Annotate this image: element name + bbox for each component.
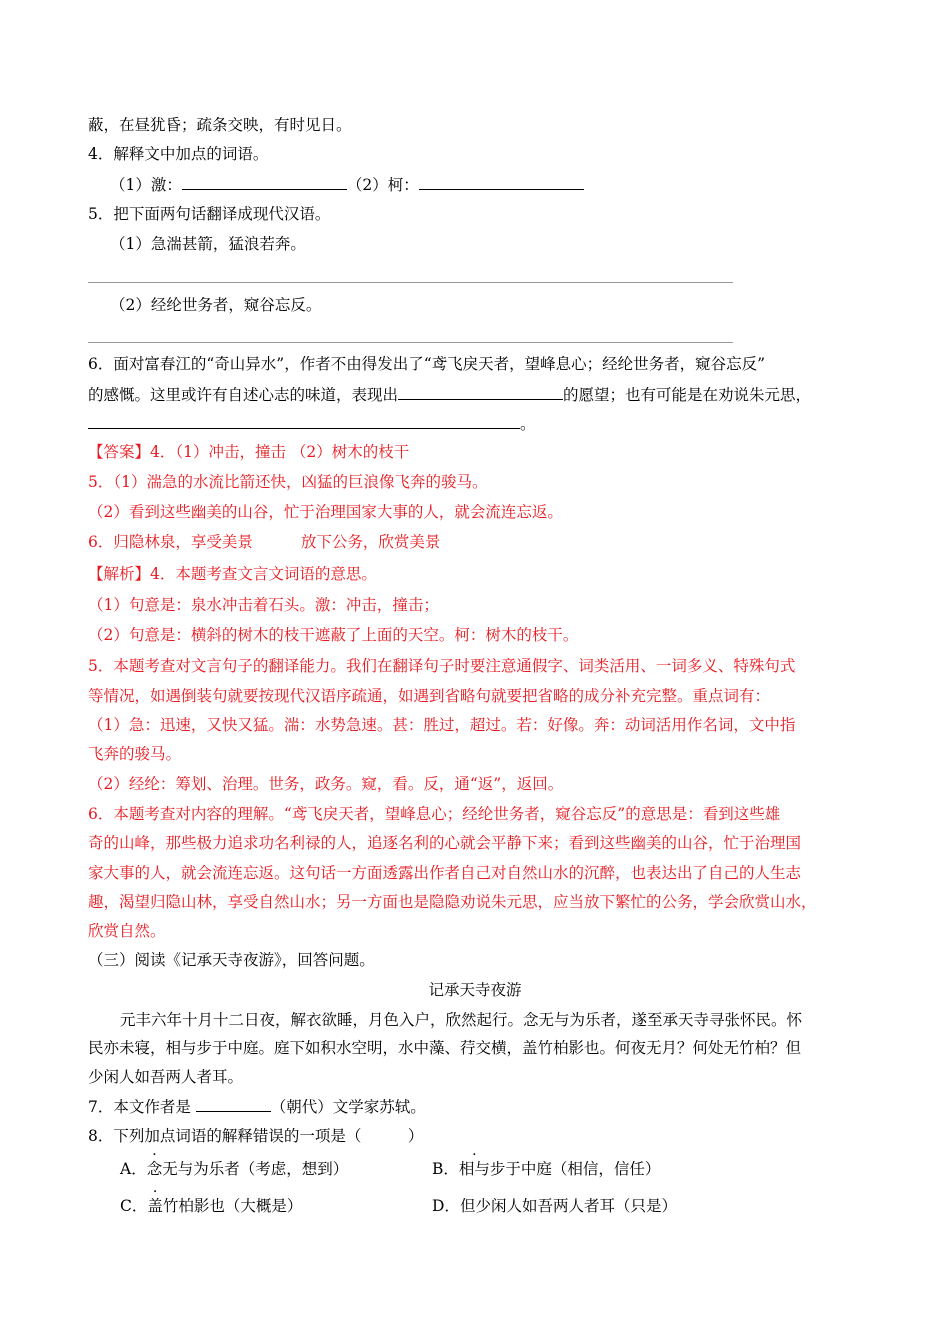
option-a-label: A． [120, 1160, 147, 1178]
analysis-line-11: 家大事的人，就会流连忘返。这句话一方面透露出作者自己对自然山水的沉醉，也表达出了自己的人生志 [88, 864, 802, 882]
question-7 [88, 1095, 426, 1118]
q4-answer-blank-2[interactable] [419, 173, 584, 190]
analysis-line-4: 5．本题考查对文言句子的翻译能力。我们在翻译句子时要注意通假字、词类活用、一词多义、特殊句式 [88, 657, 796, 675]
passage-line-2: 民亦未寝，相与步于中庭。庭下如积水空明，水中藻、荇交横，盖竹柏影也。何夜无月？何处无竹柏？但 [88, 1039, 802, 1057]
q6-text-a: 的感慨。这里或许有自述心志的味道，表现出 [88, 386, 399, 404]
passage-line-1: 元丰六年十月十二日夜，解衣欲睡，月色入户，欣然起行。念无与为乐者，遂至承天寺寻张怀民。怀 [120, 1011, 803, 1029]
option-b-label: B． [432, 1160, 459, 1178]
answer-line-1: 【答案】4．（1）冲击，撞击 （2）树木的枝干 [88, 443, 410, 461]
analysis-line-7: 飞奔的骏马。 [88, 745, 182, 763]
option-b[interactable] [432, 1158, 660, 1180]
option-c-label: C． [120, 1197, 148, 1215]
q4-item-2-label: （2）柯： [346, 176, 419, 194]
option-d-text: 少闲人如吾两人者耳（只是） [475, 1197, 677, 1215]
question-5: 5．把下面两句话翻译成现代汉语。 [88, 205, 331, 223]
q7-text-a: 7．本文作者是 [88, 1098, 196, 1116]
analysis-line-8: （2）经纶：筹划、治理。世务，政务。窥，看。反，通“返”，返回。 [88, 775, 564, 793]
option-b-dotted-word: 相与 [458, 1160, 490, 1178]
option-a[interactable] [120, 1158, 348, 1180]
answer-line-5-2[interactable] [88, 342, 733, 343]
question-6-line-2 [88, 383, 811, 406]
q6-text-c: 。 [520, 415, 536, 433]
analysis-line-12: 趣，渴望归隐山林，享受自然山水；另一方面也是隐隐劝说朱元思，应当放下繁忙的公务，学会欣赏山水， [88, 893, 817, 911]
passage-line-3: 少闲人如吾两人者耳。 [88, 1068, 244, 1086]
option-c-text: 竹柏影也（大概是） [162, 1197, 303, 1215]
question-4-blanks [110, 173, 584, 196]
option-d-dotted-word: 但 [459, 1197, 476, 1215]
q4-answer-blank-1[interactable] [182, 173, 347, 190]
answer-line-5-1[interactable] [88, 282, 733, 283]
q7-text-b: （朝代）文学家苏轼。 [270, 1098, 426, 1116]
question-5-item-1: （1）急湍甚箭，猛浪若奔。 [110, 235, 306, 253]
question-8: 8．下列加点词语的解释错误的一项是（ ） [88, 1127, 424, 1145]
q7-answer-blank[interactable] [196, 1095, 271, 1112]
q6-answer-blank-1[interactable] [398, 383, 563, 400]
option-c[interactable] [120, 1195, 302, 1217]
answer-line-3: （2）看到这些幽美的山谷，忙于治理国家大事的人，就会流连忘返。 [88, 503, 563, 521]
q6-text-b: 的愿望；也有可能是在劝说朱元思， [563, 386, 812, 404]
analysis-line-6: （1）急：迅速，又快又猛。湍：水势急速。甚：胜过，超过。若：好像。奔：动词活用作名词，文中指 [88, 716, 796, 734]
analysis-line-10: 奇的山峰，那些极力追求功名利禄的人，追逐名利的心就会平静下来；看到这些幽美的山谷，忙于治理国 [88, 834, 802, 852]
question-6-line-3 [88, 412, 536, 435]
analysis-line-2: （1）句意是：泉水冲击着石头。激：冲击，撞击； [88, 596, 439, 614]
option-a-text: 无与为乐者（考虑，想到） [162, 1160, 349, 1178]
q4-item-1-label: （1）激： [110, 176, 182, 194]
answer-line-2: 5．（1）湍急的水流比箭还快，凶猛的巨浪像飞奔的骏马。 [88, 473, 488, 491]
question-6-line-1: 6．面对富春江的“奇山异水”，作者不由得发出了“鸢飞戾天者，望峰息心；经纶世务者，窥谷忘反” [88, 355, 766, 373]
analysis-line-3: （2）句意是：横斜的树木的枝干遮蔽了上面的天空。柯：树木的枝干。 [88, 626, 579, 644]
option-d[interactable] [432, 1195, 677, 1217]
q6-answer-blank-2[interactable] [88, 412, 520, 429]
analysis-line-13: 欣赏自然。 [88, 922, 166, 940]
section-3-intro: （三）阅读《记承天寺夜游》，回答问题。 [88, 951, 375, 969]
analysis-line-1: 【解析】4．本题考查文言文词语的意思。 [88, 565, 377, 583]
answer-line-4 [88, 531, 440, 553]
passage-tail: 蔽，在昼犹昏；疏条交映，有时见日。 [88, 116, 352, 134]
option-d-label: D． [432, 1197, 460, 1215]
question-5-item-2: （2）经纶世务者，窥谷忘反。 [110, 296, 322, 314]
option-b-text: 步于中庭（相信，信任） [489, 1160, 661, 1178]
answer-6-part-b: 放下公务，欣赏美景 [300, 533, 441, 551]
answer-6-part-a: 6．归隐林泉，享受美景 [88, 533, 253, 551]
poem-title: 记承天寺夜游 [428, 981, 522, 999]
option-c-dotted-word: 盖 [147, 1197, 163, 1215]
option-a-dotted-word: 念 [146, 1160, 163, 1178]
analysis-line-9: 6．本题考查对内容的理解。“鸢飞戾天者，望峰息心；经纶世务者，窥谷忘反”的意思是：看到这些雄 [88, 805, 781, 823]
analysis-line-5: 等情况，如遇倒装句就要按现代汉语序疏通，如遇到省略句就要把省略的成分补充完整。重点词有： [88, 687, 771, 705]
question-4: 4．解释文中加点的词语。 [88, 145, 269, 163]
